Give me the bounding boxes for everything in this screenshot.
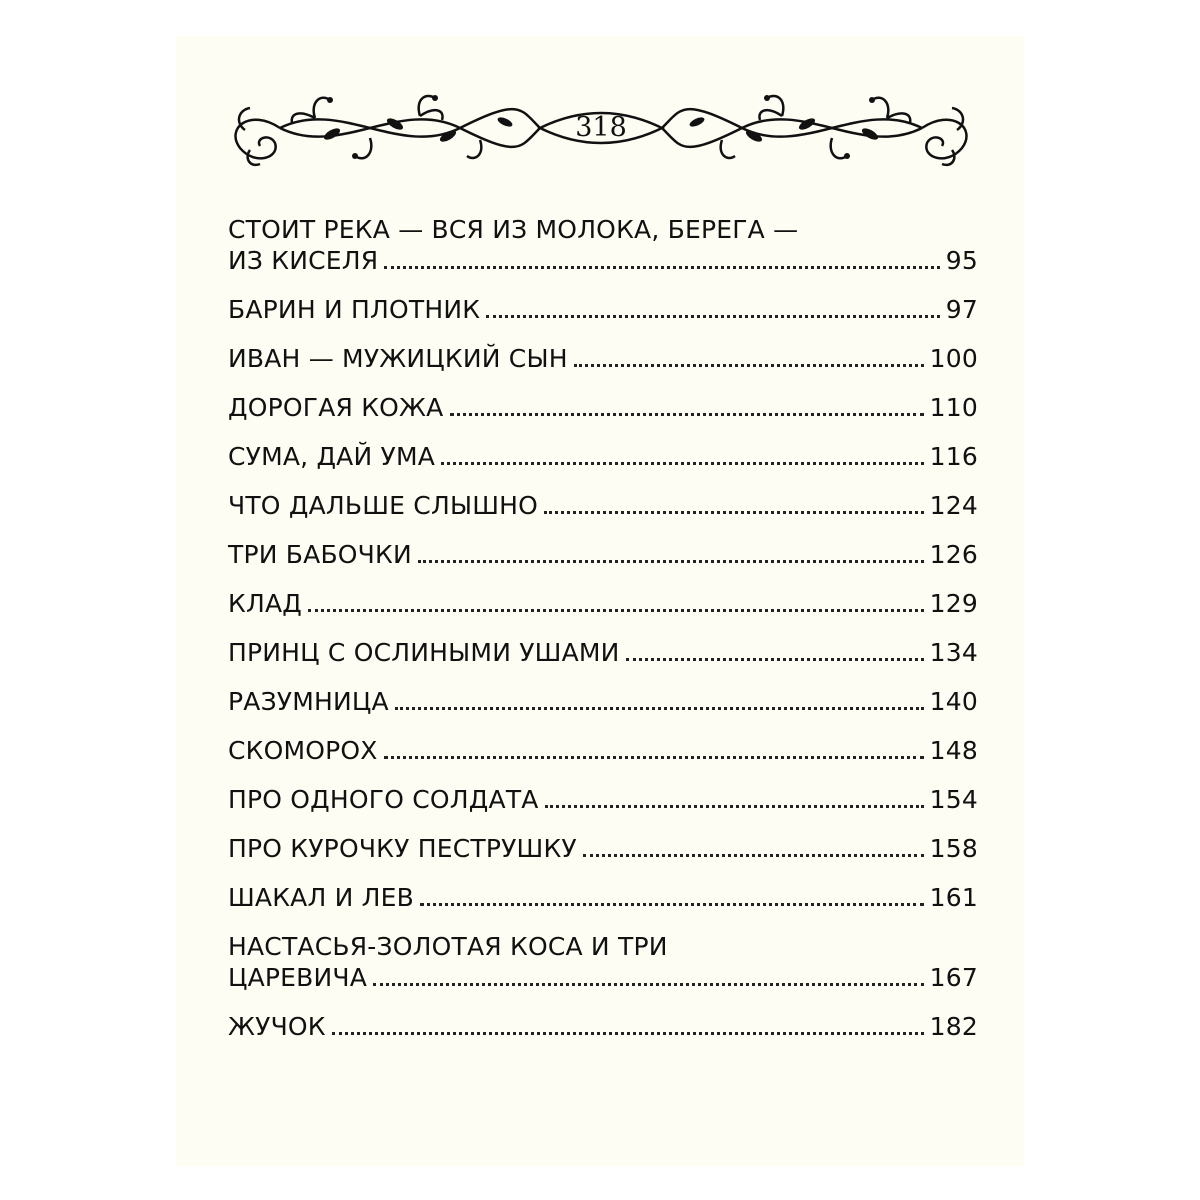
page-number: 318 bbox=[575, 112, 627, 143]
toc-entry-title-line: НАСТАСЬЯ-ЗОЛОТАЯ КОСА И ТРИ bbox=[228, 932, 668, 961]
dot-leader bbox=[308, 608, 924, 612]
dot-leader bbox=[373, 982, 924, 986]
dot-leader bbox=[441, 461, 924, 465]
toc-entry-title: ЖУЧОК bbox=[228, 1012, 326, 1041]
toc-entry-title: ПРО КУРОЧКУ ПЕСТРУШКУ bbox=[228, 834, 577, 863]
toc-entry-title: ЦАРЕВИЧА bbox=[228, 963, 368, 992]
toc-entry-page: 97 bbox=[945, 295, 978, 324]
toc-entry-title: ТРИ БАБОЧКИ bbox=[228, 540, 412, 569]
toc-entry bbox=[228, 882, 978, 913]
toc-entry-title: СУМА, ДАЙ УМА bbox=[228, 442, 436, 471]
toc-entry bbox=[228, 588, 978, 619]
toc-entry bbox=[228, 539, 978, 570]
toc-entry bbox=[228, 931, 978, 993]
dot-leader bbox=[384, 755, 924, 759]
toc-entry bbox=[228, 637, 978, 668]
toc-entry-page: 140 bbox=[929, 687, 978, 716]
book-page bbox=[176, 36, 1024, 1166]
table-of-contents bbox=[228, 214, 978, 1060]
toc-entry bbox=[228, 441, 978, 472]
toc-entry-page: 148 bbox=[929, 736, 978, 765]
dot-leader bbox=[384, 265, 939, 269]
toc-entry bbox=[228, 294, 978, 325]
toc-entry-page: 110 bbox=[929, 393, 978, 422]
dot-leader bbox=[395, 706, 924, 710]
toc-entry-page: 158 bbox=[929, 834, 978, 863]
toc-entry-title: ШАКАЛ И ЛЕВ bbox=[228, 883, 415, 912]
toc-entry-title: БАРИН И ПЛОТНИК bbox=[228, 295, 481, 324]
dot-leader bbox=[450, 412, 924, 416]
toc-entry-title: ИВАН — МУЖИЦКИЙ СЫН bbox=[228, 344, 568, 373]
toc-entry bbox=[228, 784, 978, 815]
dot-leader bbox=[418, 559, 924, 563]
toc-entry-page: 154 bbox=[929, 785, 978, 814]
toc-entry-page: 124 bbox=[929, 491, 978, 520]
toc-entry-title-line: СТОИТ РЕКА — ВСЯ ИЗ МОЛОКА, БЕРЕГА — bbox=[228, 215, 799, 244]
dot-leader bbox=[544, 510, 924, 514]
toc-entry-page: 116 bbox=[929, 442, 978, 471]
toc-entry bbox=[228, 214, 978, 276]
toc-entry-page: 129 bbox=[929, 589, 978, 618]
toc-entry-title: ДОРОГАЯ КОЖА bbox=[228, 393, 444, 422]
toc-entry-page: 134 bbox=[929, 638, 978, 667]
dot-leader bbox=[332, 1031, 924, 1035]
toc-entry-page: 100 bbox=[929, 344, 978, 373]
toc-entry bbox=[228, 686, 978, 717]
dot-leader bbox=[486, 314, 940, 318]
toc-entry bbox=[228, 490, 978, 521]
toc-entry-title: СКОМОРОХ bbox=[228, 736, 378, 765]
toc-entry-page: 167 bbox=[929, 963, 978, 992]
toc-entry bbox=[228, 1011, 978, 1042]
ornamental-header bbox=[220, 88, 982, 188]
toc-entry-page: 182 bbox=[929, 1012, 978, 1041]
toc-entry-title: ПРИНЦ С ОСЛИНЫМИ УШАМИ bbox=[228, 638, 620, 667]
dot-leader bbox=[420, 902, 924, 906]
toc-entry-page: 161 bbox=[929, 883, 978, 912]
toc-entry-title: ПРО ОДНОГО СОЛДАТА bbox=[228, 785, 539, 814]
toc-entry bbox=[228, 833, 978, 864]
dot-leader bbox=[545, 804, 924, 808]
dot-leader bbox=[626, 657, 924, 661]
toc-entry-title: ЧТО ДАЛЬШЕ СЛЫШНО bbox=[228, 491, 539, 520]
toc-entry bbox=[228, 735, 978, 766]
toc-entry-page: 126 bbox=[929, 540, 978, 569]
dot-leader bbox=[583, 853, 924, 857]
toc-entry bbox=[228, 392, 978, 423]
toc-entry-title: РАЗУМНИЦА bbox=[228, 687, 389, 716]
dot-leader bbox=[574, 363, 924, 367]
toc-entry bbox=[228, 343, 978, 374]
toc-entry-page: 95 bbox=[945, 246, 978, 275]
toc-entry-title: ИЗ КИСЕЛЯ bbox=[228, 246, 379, 275]
toc-entry-title: КЛАД bbox=[228, 589, 302, 618]
